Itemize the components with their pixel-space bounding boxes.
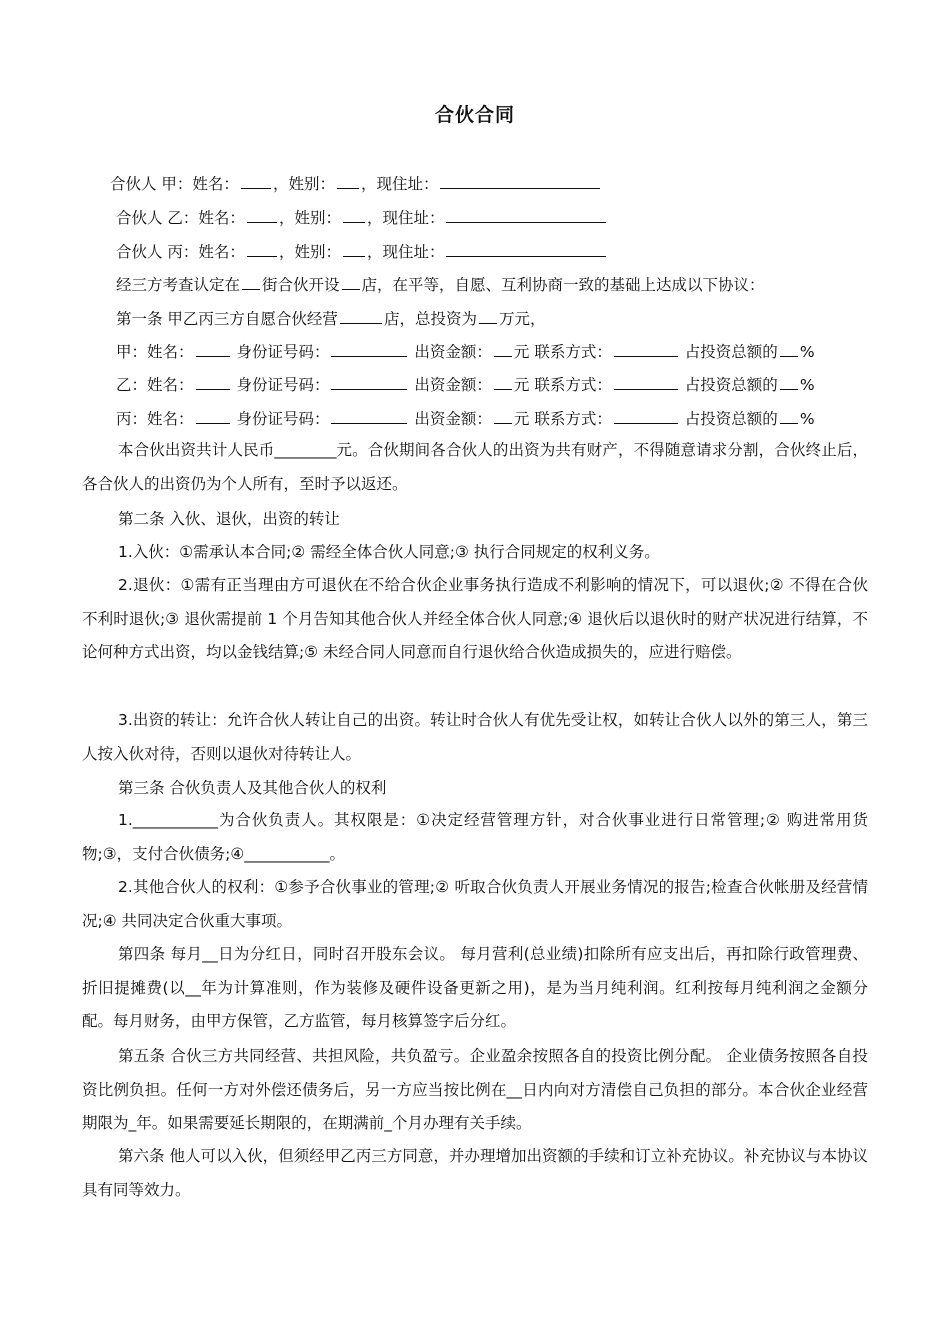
gender-blank [343, 206, 365, 223]
gender-blank [337, 172, 359, 189]
article-2-clause-3: 3.出资的转让：允许合伙人转让自己的出资。转让时合伙人有优先受让权，如转让合伙人以外的第三人，第三人按入伙对待，否则以退伙对待转让人。 [82, 711, 868, 763]
investor-label: 甲：姓名： [116, 343, 194, 361]
contact-label: 元 联系方式： [513, 410, 612, 428]
document-title: 合伙合同 [434, 104, 515, 126]
name-blank [196, 340, 230, 357]
article-4-paragraph: 第四条 每月__日为分红日，同时召开股东会议。 每月营利(总业绩)扣除所有应支出后，再扣除行政管理费、折旧提摊费(以__年为计算准则，作为装修及硬件设备更新之用)，是为当月纯利润。红利按每月纯利润之金额分配。每月财务，由甲方保管，乙方监管，每月核算签字后分红。 [82, 945, 868, 1030]
article-1-text-a: 第一条 甲乙丙三方自愿合伙经营 [116, 310, 338, 328]
article-2-heading: 第二条 入伙、退伙，出资的转让 [118, 510, 340, 528]
article-6-paragraph: 第六条 他人可以入伙，但须经甲乙丙三方同意，并办理增加出资额的手续和订立补充协议。补充协议与本协议具有同等效力。 [82, 1147, 868, 1199]
gender-blank [343, 240, 365, 257]
amount-blank [494, 373, 512, 390]
article-3-clause-2: 2.其他合伙人的权利：①参予合伙事业的管理;② 听取合伙负责人开展业务情况的报告;检查合伙帐册及经营情况;④ 共同决定合伙重大事项。 [82, 878, 868, 930]
investor-label: 乙：姓名： [116, 376, 194, 394]
contact-blank [614, 407, 678, 424]
id-label: 身份证号码： [236, 343, 330, 361]
gender-label: ，姓别： [278, 209, 341, 227]
percent-unit: % [799, 343, 815, 361]
percent-blank [780, 373, 798, 390]
intro-text-a: 经三方考查认定在 [116, 276, 241, 294]
amount-blank [494, 340, 512, 357]
name-blank [247, 240, 277, 257]
id-label: 身份证号码： [236, 410, 330, 428]
contact-blank [614, 373, 678, 390]
address-blank [446, 240, 606, 257]
article-1-text-c: 万元， [498, 310, 546, 328]
intro-line [116, 273, 765, 296]
article-2-clause-2: 2.退伙：①需有正当理由方可退伙在不给合伙企业事务执行造成不利影响的情况下，可以退伙;② 不得在合伙不利时退伙;③ 退伙需提前 1 个月告知其他合伙人并经全体合伙人同意;④ 退伙后以退伙时的财产状况进行结算，不论何种方式出资，均以金钱结算;⑤ 未经合同人同意而自行退伙给合伙造成损失的，应进行赔偿。 [82, 576, 868, 661]
gender-label: ，姓别： [278, 243, 341, 261]
article-3-heading: 第三条 合伙负责人及其他合伙人的权利 [118, 779, 387, 797]
intro-text-b: 街合伙开设 [262, 276, 340, 294]
percent-label: 占投资总额的 [684, 410, 778, 428]
article-1-line [116, 307, 545, 330]
name-blank [241, 172, 271, 189]
article-3-clause-1: 1.___________为合伙负责人。其权限是：①决定经营管理方针，对合伙事业进行日常管理;② 购进常用货物;③，支付合伙债务;④___________。 [82, 811, 868, 863]
id-blank [331, 407, 407, 424]
percent-blank [780, 340, 798, 357]
investor-row [116, 373, 815, 396]
amount-blank [494, 407, 512, 424]
id-blank [331, 340, 407, 357]
capital-paragraph: 本合伙出资共计人民币________元。合伙期间各合伙人的出资为共有财产，不得随意请求分割，合伙终止后，各合伙人的出资仍为个人所有，至时予以返还。 [82, 441, 868, 493]
article-1-text-b: 店，总投资为 [383, 310, 477, 328]
name-blank [196, 373, 230, 390]
partner-label: 合伙人 丙：姓名： [116, 243, 245, 261]
name-blank [247, 206, 277, 223]
shop-name-blank [340, 307, 382, 324]
address-blank [446, 206, 606, 223]
percent-label: 占投资总额的 [684, 376, 778, 394]
name-blank [196, 407, 230, 424]
investor-row [116, 340, 815, 363]
investor-label: 丙：姓名： [116, 410, 194, 428]
id-label: 身份证号码： [236, 376, 330, 394]
address-blank [440, 172, 600, 189]
amount-label: 出资金额： [414, 343, 492, 361]
article-2-clause-1: 1.入伙：①需承认本合同;② 需经全体合伙人同意;③ 执行合同规定的权利义务。 [118, 543, 660, 561]
percent-unit: % [799, 376, 815, 394]
partner-label: 合伙人 乙：姓名： [116, 209, 245, 227]
contact-label: 元 联系方式： [513, 343, 612, 361]
investor-row [116, 407, 815, 430]
partner-row [116, 206, 608, 229]
partner-row [116, 240, 608, 263]
investment-blank [479, 307, 497, 324]
street-blank [242, 273, 260, 290]
id-blank [331, 373, 407, 390]
amount-label: 出资金额： [414, 410, 492, 428]
shop-blank [342, 273, 360, 290]
article-5-paragraph: 第五条 合伙三方共同经营、共担风险，共负盈亏。企业盈余按照各自的投资比例分配。 企业债务按照各自投资比例负担。任何一方对外偿还债务后，另一方应当按比例在__日内向对方清偿自己负担的部分。本合伙企业经营期限为_年。如果需要延长期限的，在期满前_个月办理有关手续。 [82, 1047, 868, 1132]
partner-label: 合伙人 甲：姓名： [110, 175, 239, 193]
contact-label: 元 联系方式： [513, 376, 612, 394]
percent-label: 占投资总额的 [684, 343, 778, 361]
address-label: ，现住址： [366, 209, 445, 227]
address-label: ，现住址： [366, 243, 445, 261]
amount-label: 出资金额： [414, 376, 492, 394]
percent-unit: % [799, 410, 815, 428]
contact-blank [614, 340, 678, 357]
percent-blank [780, 407, 798, 424]
partner-row [110, 172, 602, 195]
gender-label: ，姓别： [272, 175, 335, 193]
intro-text-c: 店，在平等，自愿、互利协商一致的基础上达成以下协议： [361, 276, 765, 294]
address-label: ，现住址： [360, 175, 439, 193]
